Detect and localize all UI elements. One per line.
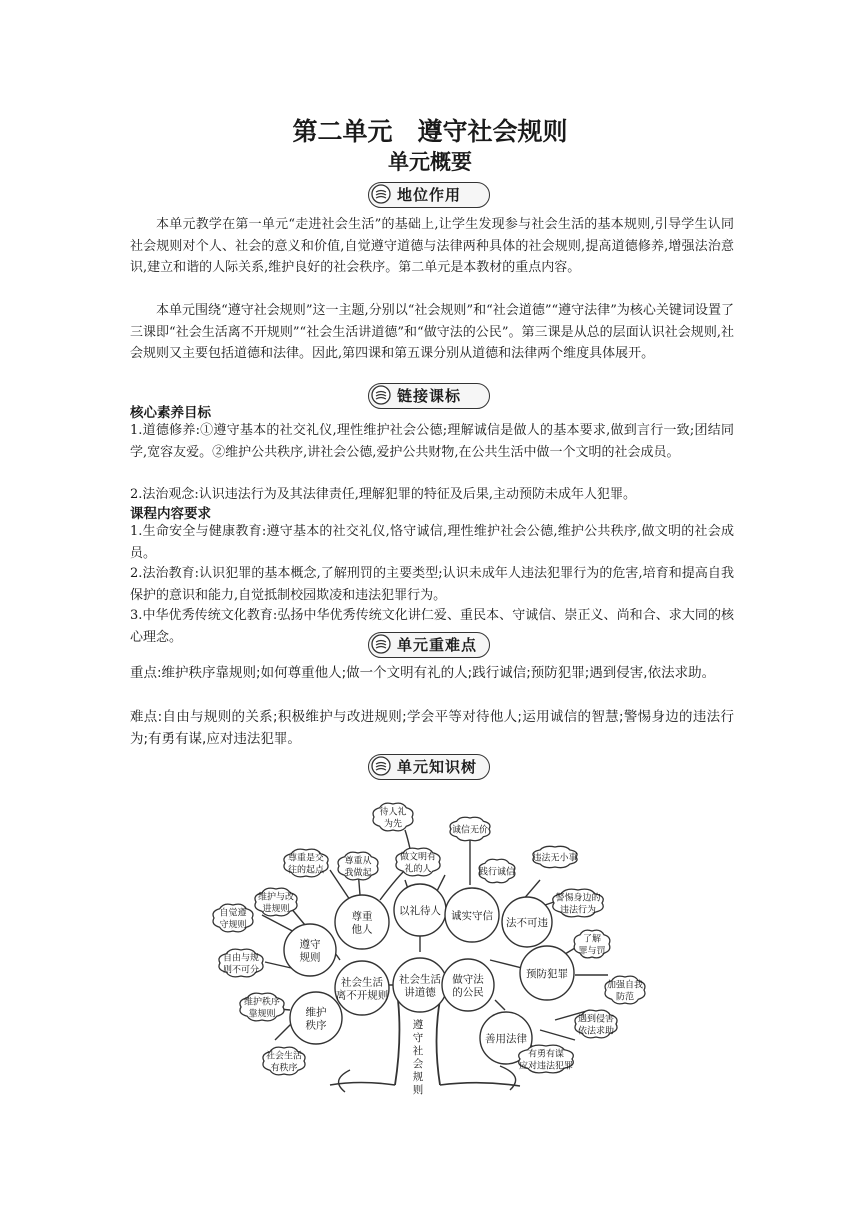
tree-leaf-label: 尊重是交 <box>287 853 325 864</box>
trunk-char: 会 <box>412 1058 424 1070</box>
key-points: 重点:维护秩序靠规则;如何尊重他人;做一个文明有礼的人;践行诚信;预防犯罪;遇到侵害,依法求助。 <box>130 665 716 681</box>
tree-leaf-label: 为先 <box>383 819 403 830</box>
tree-node-label: 法不可违 <box>506 917 548 929</box>
core-heading: 核心素养目标 <box>130 405 211 421</box>
tree-leaf-zijue <box>213 904 253 932</box>
tree-leaf-jianxing <box>479 859 515 882</box>
tree-node-label: 遵守 <box>299 938 321 951</box>
tree-leaf-label: 则不可分 <box>222 965 260 976</box>
tree-leaf-label: 自由与规 <box>222 953 260 964</box>
core-item-1: 1.道德修养:①遵守基本的社交礼仪,理性维护社会公德;理解诚信是做人的基本要求,做到言行一致;团结同学,宽容友爱。②维护公共秩序,讲社会公德,爱护公共财物,在公共生活中做一个文明的社会成员。 <box>130 423 734 460</box>
tree-leaf-label: 遇到侵害 <box>577 1014 615 1025</box>
tree-node-zunshou <box>284 924 336 976</box>
tree-leaf-label: 违法无小事 <box>532 853 578 864</box>
trunk-char: 社 <box>412 1045 424 1057</box>
tree-leaf-label: 靠规则 <box>248 1009 276 1020</box>
tree-leaf-zunzhongjiao <box>284 849 328 877</box>
tree-leaf-liaojie <box>574 930 610 958</box>
tree-leaf-ziyou <box>219 949 263 977</box>
tree-node-zunzhong <box>335 895 389 949</box>
tree-leaf-jingti <box>553 889 603 917</box>
content-item-1: 1.生命安全与健康教育:遵守基本的社交礼仪,恪守诚信,理性维护社会公德,维护公共秩序,做文明的社会成员。 <box>130 524 734 561</box>
tree-leaf-label: 罪与罚 <box>578 946 606 957</box>
tree-leaf-label: 往的起点 <box>287 865 325 876</box>
tree-leaf-zunzhongcong <box>338 852 378 880</box>
tree-node-l3 <box>442 959 494 1011</box>
trunk-char: 规 <box>412 1071 424 1083</box>
content-item-2: 2.法治教育:认识犯罪的基本概念,了解刑罚的主要类型;认识未成年人违法犯罪行为的危害,培育和提高自我保护的意识和能力,自觉抵制校园欺凌和违法犯罪行为。 <box>130 566 734 603</box>
tree-node-label: 善用法律 <box>485 1033 527 1045</box>
tree-leaf-label: 有秩序 <box>270 1063 298 1074</box>
tree-node-label: 维护 <box>305 1006 327 1019</box>
tree-node-label: 规则 <box>299 951 321 964</box>
core-item-2: 2.法治观念:认识违法行为及其法律责任,理解犯罪的特征及后果,主动预防未成年人犯罪。 <box>130 487 637 502</box>
tree-leaf-weihugaijin <box>255 888 297 916</box>
tree-leaf-weifa <box>532 846 577 867</box>
trunk-char: 则 <box>412 1084 424 1096</box>
tree-node-label: 秩序 <box>305 1019 327 1032</box>
position-paragraph-2: 本单元围绕“遵守社会规则”这一主题,分别以“社会规则”和“社会道德”“遵守法律”为核心关键词设置了三课即“社会生活离不开规则”“社会生活讲道德”和“做守法的公民”。第三课是从总的层面认识社会规则,社会规则又主要包括道德和法律。因此,第四课和第五课分别从道德和法律两个维度具体展开。 <box>130 303 734 361</box>
tree-leaf-label: 维护与改 <box>257 892 295 903</box>
section-label: 链接课标 <box>397 387 462 405</box>
tree-leaf-shehui <box>263 1047 305 1075</box>
section-label: 单元知识树 <box>397 758 478 776</box>
tree-leaf-label: 我做起 <box>344 868 372 879</box>
tree-leaf-label: 守规则 <box>219 920 247 931</box>
section-label: 单元重难点 <box>397 636 478 654</box>
unit-title: 第二单元 遵守社会规则 <box>292 117 568 146</box>
trunk-char: 遵 <box>412 1019 424 1031</box>
difficult-points: 难点:自由与规则的关系;积极维护与改进规则;学会平等对待他人;运用诚信的智慧;警惕身边的违法行为;有勇有谋,应对违法犯罪。 <box>130 709 734 747</box>
tree-node-label: 诚实守信 <box>451 910 493 922</box>
section-label: 地位作用 <box>397 186 462 204</box>
tree-leaf-label: 社会生活 <box>265 1051 303 1062</box>
tree-leaf-label: 警惕身边的 <box>555 893 601 904</box>
tree-leaf-label: 礼的人 <box>404 864 432 875</box>
trunk-char: 守 <box>412 1032 424 1044</box>
tree-node-label: 讲道德 <box>404 986 436 999</box>
tree-leaf-label: 自觉遵 <box>219 908 247 919</box>
tree-node-yufang <box>520 946 574 1000</box>
tree-leaf-label: 了解 <box>582 934 602 945</box>
tree-leaf-label: 尊重从 <box>344 856 372 867</box>
tree-node-label: 预防犯罪 <box>526 968 568 980</box>
tree-leaf-label: 践行诚信 <box>478 867 516 878</box>
tree-leaf-label: 依法求助 <box>577 1026 615 1037</box>
tree-node-label: 离不开规则 <box>335 989 389 1002</box>
content-heading: 课程内容要求 <box>130 506 211 522</box>
unit-subtitle: 单元概要 <box>388 150 472 174</box>
tree-node-label: 尊重 <box>351 910 373 923</box>
tree-node-label: 的公民 <box>452 986 484 999</box>
tree-node-fabu <box>502 897 552 947</box>
tree-node-weihu <box>290 992 342 1044</box>
tree-node-label: 社会生活 <box>341 976 383 989</box>
tree-leaf-label: 应对违法犯罪 <box>518 1061 574 1072</box>
tree-node-l1 <box>335 961 389 1015</box>
tree-leaf-jiaqiang <box>605 976 645 1004</box>
tree-leaf-label: 违法行为 <box>559 905 597 916</box>
tree-node-chengxin <box>445 888 499 942</box>
tree-leaf-chengxinwujia <box>450 817 490 840</box>
position-paragraph-1: 本单元教学在第一单元“走进社会生活”的基础上,让学生发现参与社会生活的基本规则,引导学生认同社会规则对个人、社会的意义和价值,自觉遵守道德与法律两种具体的社会规则,提高道德修养,增强法治意识,建立和谐的人际关系,维护良好的社会秩序。第二单元是本教材的重点内容。 <box>130 217 734 275</box>
tree-leaf-label: 防范 <box>615 992 635 1003</box>
tree-node-label: 社会生活 <box>399 973 441 986</box>
tree-leaf-label: 有勇有谋 <box>527 1049 565 1060</box>
tree-node-yili <box>394 884 446 936</box>
tree-leaf-daiRen <box>373 803 413 831</box>
tree-leaf-weihuzhixu <box>240 993 284 1021</box>
tree-leaf-label: 诚信无价 <box>451 825 489 836</box>
tree-leaf-label: 进规则 <box>262 904 290 915</box>
content-item-3: 3.中华优秀传统文化教育:弘扬中华优秀传统文化讲仁爱、重民本、守诚信、崇正义、尚和合、求大同的核心理念。 <box>130 608 734 645</box>
tree-leaf-yudao <box>575 1010 617 1038</box>
tree-leaf-label: 待人礼 <box>379 807 407 818</box>
tree-node-label: 以礼待人 <box>399 905 441 917</box>
tree-leaf-label: 维护秩序 <box>243 997 281 1008</box>
tree-leaf-label: 做文明有 <box>399 852 437 863</box>
tree-node-center <box>393 958 447 1012</box>
tree-node-label: 他人 <box>351 923 373 936</box>
tree-node-label: 做守法 <box>452 973 484 986</box>
tree-leaf-label: 加强自我 <box>606 980 644 991</box>
